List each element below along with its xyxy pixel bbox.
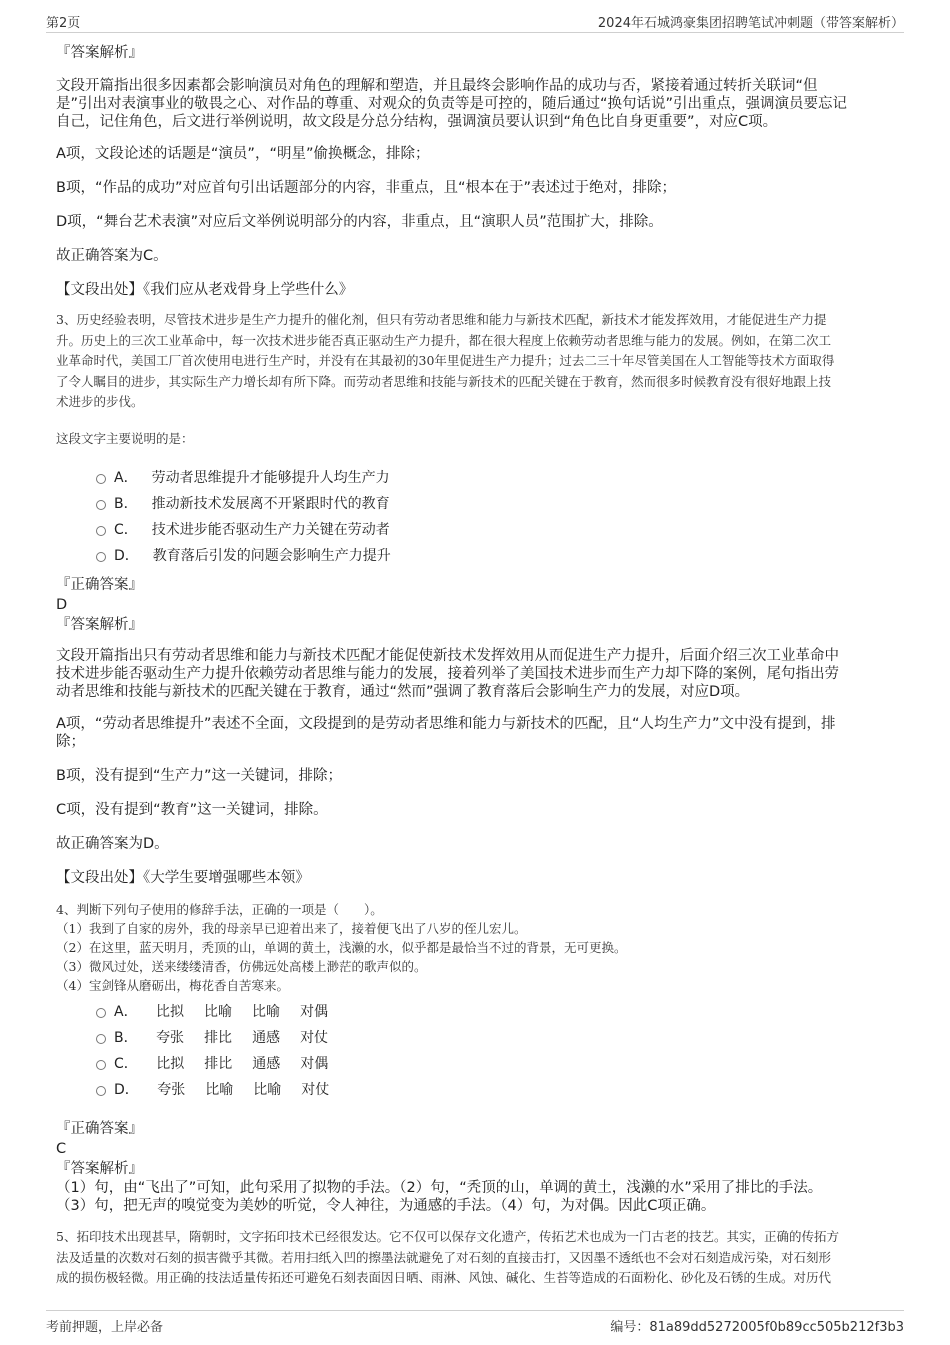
- q4-sentence: （4）宝剑锋从磨砺出，梅花香自苦寒来。: [56, 978, 289, 993]
- option-word: 对仗: [301, 1082, 330, 1098]
- option-word: 对偶: [300, 1004, 329, 1020]
- radio-button[interactable]: [96, 1086, 106, 1096]
- q3-option-a[interactable]: [56, 465, 886, 491]
- page-content: [56, 40, 886, 1289]
- q3-analysis-heading: 『答案解析』: [56, 617, 143, 633]
- q5-stem-line: 法及适量的次数对石刻的损害微乎其微。若用扫纸入凹的擦墨法就避免了对石刻的直接击打，又因墨不透纸也不会对石刻造成污染，对石刻形: [56, 1249, 832, 1265]
- option-letter: A．: [114, 470, 138, 486]
- q4-sentence: （2）在这里，蓝天明月，秃顶的山，单调的黄土，浅濑的水，似乎都是最恰当不过的背景，无可更换。: [56, 940, 627, 955]
- radio-button[interactable]: [96, 526, 106, 536]
- radio-button[interactable]: [96, 552, 106, 562]
- q3-option-b[interactable]: [56, 491, 886, 517]
- q3-note-line: 除；: [56, 734, 85, 750]
- q2-option-a-note: A项，文段论述的话题是“演员”，“明星”偷换概念，排除；: [56, 146, 430, 162]
- q4-sentence: （1）我到了自家的房外，我的母亲早已迎着出来了，接着便飞出了八岁的侄儿宏儿。: [56, 921, 527, 936]
- q3-note-line: A项，“劳动者思维提升”表述不全面，文段提到的是劳动者思维和能力与新技术的匹配，且“人均生产力”文中没有提到，排: [56, 716, 836, 732]
- option-text: 技术进步能否驱动生产力关键在劳动者: [151, 522, 390, 538]
- radio-button[interactable]: [96, 474, 106, 484]
- q4-analysis: [56, 1179, 886, 1215]
- q2-analysis-line: 自己，记住角色，后文进行举例说明，故文段是分总分结构，强调演员要认识到“角色比自身更重要”，对应C项。: [56, 114, 778, 130]
- radio-button[interactable]: [96, 500, 106, 510]
- q2-option-d-note: D项，“舞台艺术表演”对应后文举例说明部分的内容，非重点，且“演职人员”范围扩大，排除。: [56, 214, 663, 230]
- q4-options: [56, 999, 886, 1103]
- q3-conclusion: 故正确答案为D。: [56, 836, 169, 852]
- q2-option-b-note: B项，“作品的成功”对应首句引出话题部分的内容，非重点，且“根本在于”表述过于绝对，排除；: [56, 180, 676, 196]
- option-word: 比拟: [156, 1004, 185, 1020]
- q4-answer: C: [56, 1141, 67, 1157]
- q3-source: 【文段出处】《大学生要增强哪些本领》: [56, 870, 310, 886]
- q2-source: 【文段出处】《我们应从老戏骨身上学些什么》: [56, 282, 354, 298]
- q5-stem-line: 5、拓印技术出现甚早，隋朝时，文字拓印技术已经很发达。它不仅可以保存文化遗产，传拓艺术也成为一门古老的技艺。其实，正确的传拓方: [56, 1229, 839, 1244]
- option-word: 排比: [204, 1056, 233, 1072]
- q3-analysis: [56, 647, 886, 701]
- q2-analysis-line: 是”引出对表演事业的敬畏之心、对作品的尊重、对观众的负责等是可控的，随后通过“换句话说”引出重点，强调演员要忘记: [56, 96, 848, 112]
- q4-option-c[interactable]: [56, 1051, 886, 1077]
- option-word: 通感: [252, 1030, 281, 1046]
- document-id: 编号：81a89dd5272005f0b89cc505b212f3b3: [610, 1320, 904, 1335]
- option-word: 比喻: [253, 1082, 282, 1098]
- q3-stem-line: 3、历史经验表明，尽管技术进步是生产力提升的催化剂，但只有劳动者思维和能力与新技术匹配，新技术才能发挥效用，才能促进生产力提: [56, 312, 827, 327]
- option-text: 劳动者思维提升才能够提升人均生产力: [151, 470, 390, 486]
- page-footer: [46, 1310, 904, 1335]
- option-text: 推动新技术发展离不开紧跟时代的教育: [151, 496, 390, 512]
- q2-analysis-heading: 『答案解析』: [56, 45, 143, 61]
- q3-prompt: 这段文字主要说明的是：: [56, 430, 194, 446]
- option-word: 比喻: [204, 1004, 233, 1020]
- option-letter: D．: [114, 548, 139, 564]
- q3-analysis-line: 文段开篇指出只有劳动者思维和能力与新技术匹配才能促使新技术发挥效用从而促进生产力提升，后面介绍三次工业革命中: [56, 648, 839, 664]
- q3-stem-line: 术进步的步伐。: [56, 394, 144, 409]
- q3-stem-line: 升。历史上的三次工业革命中，每一次技术进步能否真正驱动生产力提升，都在很大程度上依赖劳动者思维与能力的发展。例如，在第二次工: [56, 332, 832, 348]
- radio-button[interactable]: [96, 1034, 106, 1044]
- document-title: 2024年石城鸿豪集团招聘笔试冲刺题（带答案解析）: [597, 16, 904, 31]
- q4-option-b[interactable]: [56, 1025, 886, 1051]
- page-number: 第2页: [46, 16, 81, 31]
- q3-option-c[interactable]: [56, 517, 886, 543]
- option-text: 教育落后引发的问题会影响生产力提升: [152, 548, 391, 564]
- q3-option-c-note: C项，没有提到“教育”这一关键词，排除。: [56, 802, 328, 818]
- radio-button[interactable]: [96, 1060, 106, 1070]
- q2-analysis: [56, 77, 886, 131]
- option-letter: B．: [114, 1030, 138, 1046]
- q3-analysis-line: 动者思维和技能与新技术的匹配关键在于教育，通过“然而”强调了教育落后会影响生产力的发展，对应D项。: [56, 684, 750, 700]
- q3-analysis-line: 技术进步能否驱动生产力提升依赖劳动者思维与能力的发展，接着列举了美国技术进步而生产力却下降的案例，尾句指出劳: [56, 666, 839, 682]
- option-word: 通感: [252, 1056, 281, 1072]
- option-word: 比喻: [205, 1082, 234, 1098]
- option-word: 夸张: [156, 1030, 185, 1046]
- q3-option-a-note: [56, 715, 886, 751]
- q3-option-b-note: B项，没有提到“生产力”这一关键词，排除；: [56, 768, 342, 784]
- q3-answer-heading: 『正确答案』: [56, 577, 143, 593]
- option-word: 对仗: [300, 1030, 329, 1046]
- q4-option-a[interactable]: [56, 999, 886, 1025]
- radio-button[interactable]: [96, 1008, 106, 1018]
- q3-stem-line: 业革命时代，美国工厂首次使用电进行生产时，并没有在其最初的30年里促进生产力提升；过去二三十年尽管美国在人工智能等技术方面取得: [56, 353, 835, 368]
- q5-stem-line: 成的损伤极轻微。用正确的技法适量传拓还可避免石刻表面因日晒、雨淋、风蚀、碱化、生苔等造成的石面粉化、砂化及石锈的生成。对历代: [56, 1270, 832, 1285]
- option-word: 排比: [204, 1030, 233, 1046]
- q3-option-d[interactable]: [56, 543, 886, 569]
- q5-stem: [56, 1227, 886, 1289]
- q3-stem-line: 了令人瞩目的进步，其实际生产力增长却有所下降。而劳动者思维和技能与新技术的匹配关键在于教育，然而很多时候教育没有很好地跟上技: [56, 373, 832, 389]
- q4-analysis-line: （3）句，把无声的嗅觉变为美妙的听觉，令人神往，为通感的手法。（4）句，为对偶。因此C项正确。: [56, 1198, 716, 1214]
- option-word: 比拟: [156, 1056, 185, 1072]
- q4-option-d[interactable]: [56, 1077, 886, 1103]
- q4-analysis-heading: 『答案解析』: [56, 1161, 143, 1177]
- q3-options: [56, 465, 886, 569]
- q2-conclusion: 故正确答案为C。: [56, 248, 168, 264]
- option-letter: A．: [114, 1004, 138, 1020]
- option-word: 夸张: [157, 1082, 186, 1098]
- q4-stem: 4、判断下列句子使用的修辞手法，正确的一项是（ ）。: [56, 902, 383, 917]
- option-letter: C．: [114, 522, 138, 538]
- option-letter: D．: [114, 1082, 139, 1098]
- q3-stem: [56, 310, 886, 413]
- q3-answer: D: [56, 597, 68, 613]
- option-word: 比喻: [252, 1004, 281, 1020]
- q4-sentence: （3）微风过处，送来缕缕清香，仿佛远处高楼上渺茫的歌声似的。: [56, 959, 427, 974]
- q4-sentences: [56, 919, 886, 995]
- page-header: [46, 10, 904, 33]
- q2-analysis-line: 文段开篇指出很多因素都会影响演员对角色的理解和塑造，并且最终会影响作品的成功与否，紧接着通过转折关联词“但: [56, 78, 818, 94]
- option-letter: C．: [114, 1056, 138, 1072]
- option-word: 对偶: [300, 1056, 329, 1072]
- footer-slogan: 考前押题，上岸必备: [46, 1320, 164, 1335]
- q4-analysis-line: （1）句，由“飞出了”可知，此句采用了拟物的手法。（2）句，“秃顶的山，单调的黄土，浅濑的水”采用了排比的手法。: [56, 1180, 823, 1196]
- q4-answer-heading: 『正确答案』: [56, 1121, 143, 1137]
- option-letter: B．: [114, 496, 138, 512]
